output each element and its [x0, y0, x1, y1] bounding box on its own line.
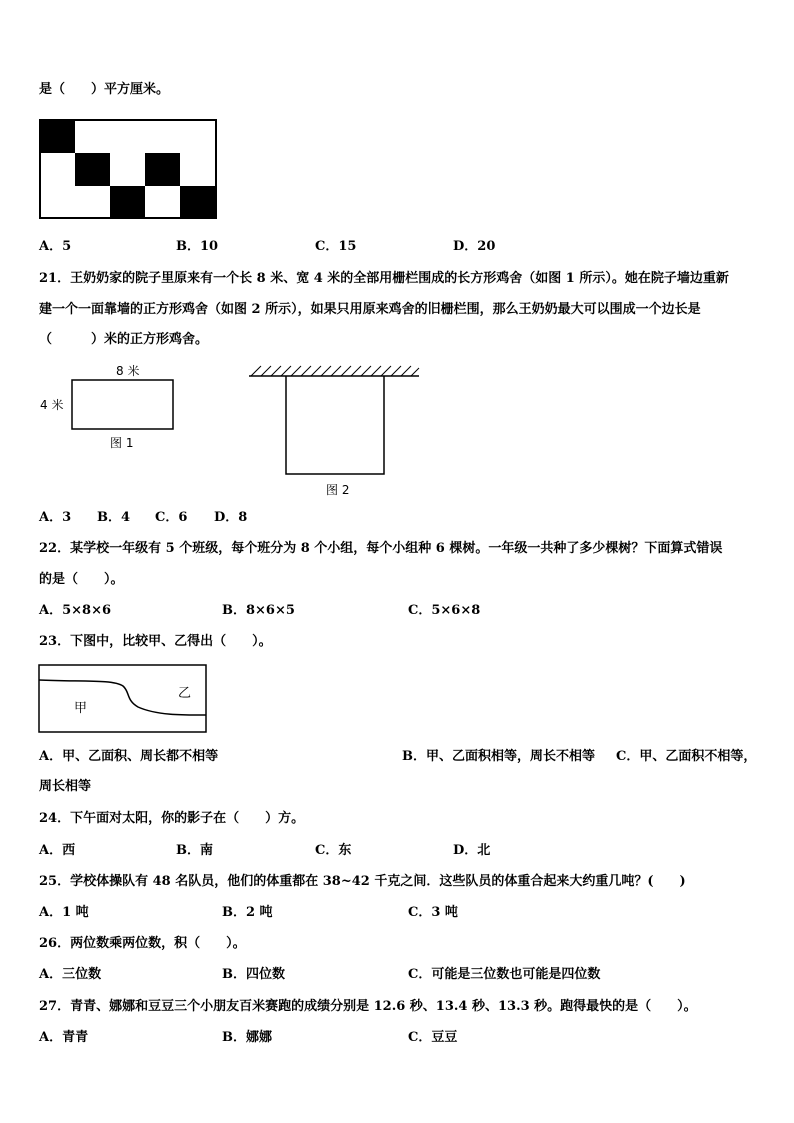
- q21-option-b[interactable]: B．4: [97, 510, 131, 525]
- q26-option-b[interactable]: B．四位数: [222, 967, 285, 982]
- q27-option-a[interactable]: A．青青: [39, 1030, 89, 1045]
- q20-option-d[interactable]: D．20: [453, 239, 496, 254]
- q23-option-c[interactable]: C．甲、乙面积不相等，: [616, 749, 757, 764]
- q25-option-b[interactable]: B．2 吨: [222, 905, 273, 920]
- q25-text-line1: 25．学校体操队有 48 名队员，他们的体重都在 38~42 千克之间．这些队员的体重合起来大约重几吨？( ): [39, 874, 686, 889]
- q20-text-tail: 是（ ）平方厘米。: [39, 82, 170, 97]
- q26-option-a[interactable]: A．三位数: [39, 967, 102, 982]
- q26-option-c[interactable]: C．可能是三位数也可能是四位数: [408, 967, 601, 982]
- q26-text-line1: 26．两位数乘两位数，积（ ）。: [39, 936, 246, 951]
- q23-label-yi: 乙: [178, 686, 192, 701]
- q24-option-d[interactable]: D．北: [453, 843, 491, 858]
- q24-option-a[interactable]: A．西: [39, 843, 76, 858]
- q23-label-jia: 甲: [74, 701, 88, 716]
- q23-text-line1: 23．下图中，比较甲、乙得出（ ）。: [39, 634, 272, 649]
- fig2-caption: 图 2: [326, 483, 350, 497]
- fig1-caption: 图 1: [110, 436, 134, 450]
- q22-option-b[interactable]: B．8×6×5: [222, 603, 295, 618]
- q25-option-a[interactable]: A．1 吨: [39, 905, 89, 920]
- q22-option-c[interactable]: C．5×6×8: [408, 603, 481, 618]
- q22-text-line2: 的是（ ）。: [39, 572, 124, 587]
- q21-text-line2: 建一个一面靠墙的正方形鸡舍（如图 2 所示），如果只用原来鸡舍的旧栅栏围，那么王奶奶最大可以围成一个边长是: [39, 302, 701, 317]
- fig1-rectangle: [71, 379, 175, 431]
- q21-option-a[interactable]: A．3: [39, 510, 72, 525]
- fig1-width-label: 4 米: [40, 398, 64, 412]
- q20-option-a[interactable]: A．5: [39, 239, 72, 254]
- fig1-length-label: 8 米: [116, 364, 140, 378]
- q21-text-line1: 21．王奶奶家的院子里原来有一个长 8 米、宽 4 米的全部用栅栏围成的长方形鸡舍（如图 1 所示）。她在院子墙边重新: [39, 271, 729, 286]
- q21-text-line3: （ ）米的正方形鸡舍。: [39, 332, 209, 347]
- q21-option-c[interactable]: C．6: [155, 510, 188, 525]
- q23-option-b[interactable]: B．甲、乙面积相等，周长不相等: [402, 749, 595, 764]
- q24-option-c[interactable]: C．东: [315, 843, 352, 858]
- q23-option-a[interactable]: A．甲、乙面积、周长都不相等: [39, 749, 219, 764]
- q20-checker-figure: [39, 119, 219, 221]
- q25-option-c[interactable]: C．3 吨: [408, 905, 458, 920]
- q27-text-line1: 27．青青、娜娜和豆豆三个小朋友百米赛跑的成绩分别是 12.6 秒、13.4 秒、13.3 秒。跑得最快的是（ ）。: [39, 999, 697, 1014]
- fig2-wall-square: [247, 364, 423, 476]
- q24-text-line1: 24．下午面对太阳，你的影子在（ ）方。: [39, 811, 305, 826]
- q27-option-b[interactable]: B．娜娜: [222, 1030, 272, 1045]
- q21-option-d[interactable]: D．8: [214, 510, 248, 525]
- q20-option-b[interactable]: B．10: [176, 239, 219, 254]
- q20-option-c[interactable]: C．15: [315, 239, 357, 254]
- q24-option-b[interactable]: B．南: [176, 843, 213, 858]
- q27-option-c[interactable]: C．豆豆: [408, 1030, 458, 1045]
- q22-text-line1: 22．某学校一年级有 5 个班级，每个班分为 8 个小组，每个小组种 6 棵树。一年级一共种了多少棵树？下面算式错误: [39, 541, 723, 556]
- q23-option-c-continued[interactable]: 周长相等: [39, 779, 92, 794]
- q22-option-a[interactable]: A．5×8×6: [39, 603, 112, 618]
